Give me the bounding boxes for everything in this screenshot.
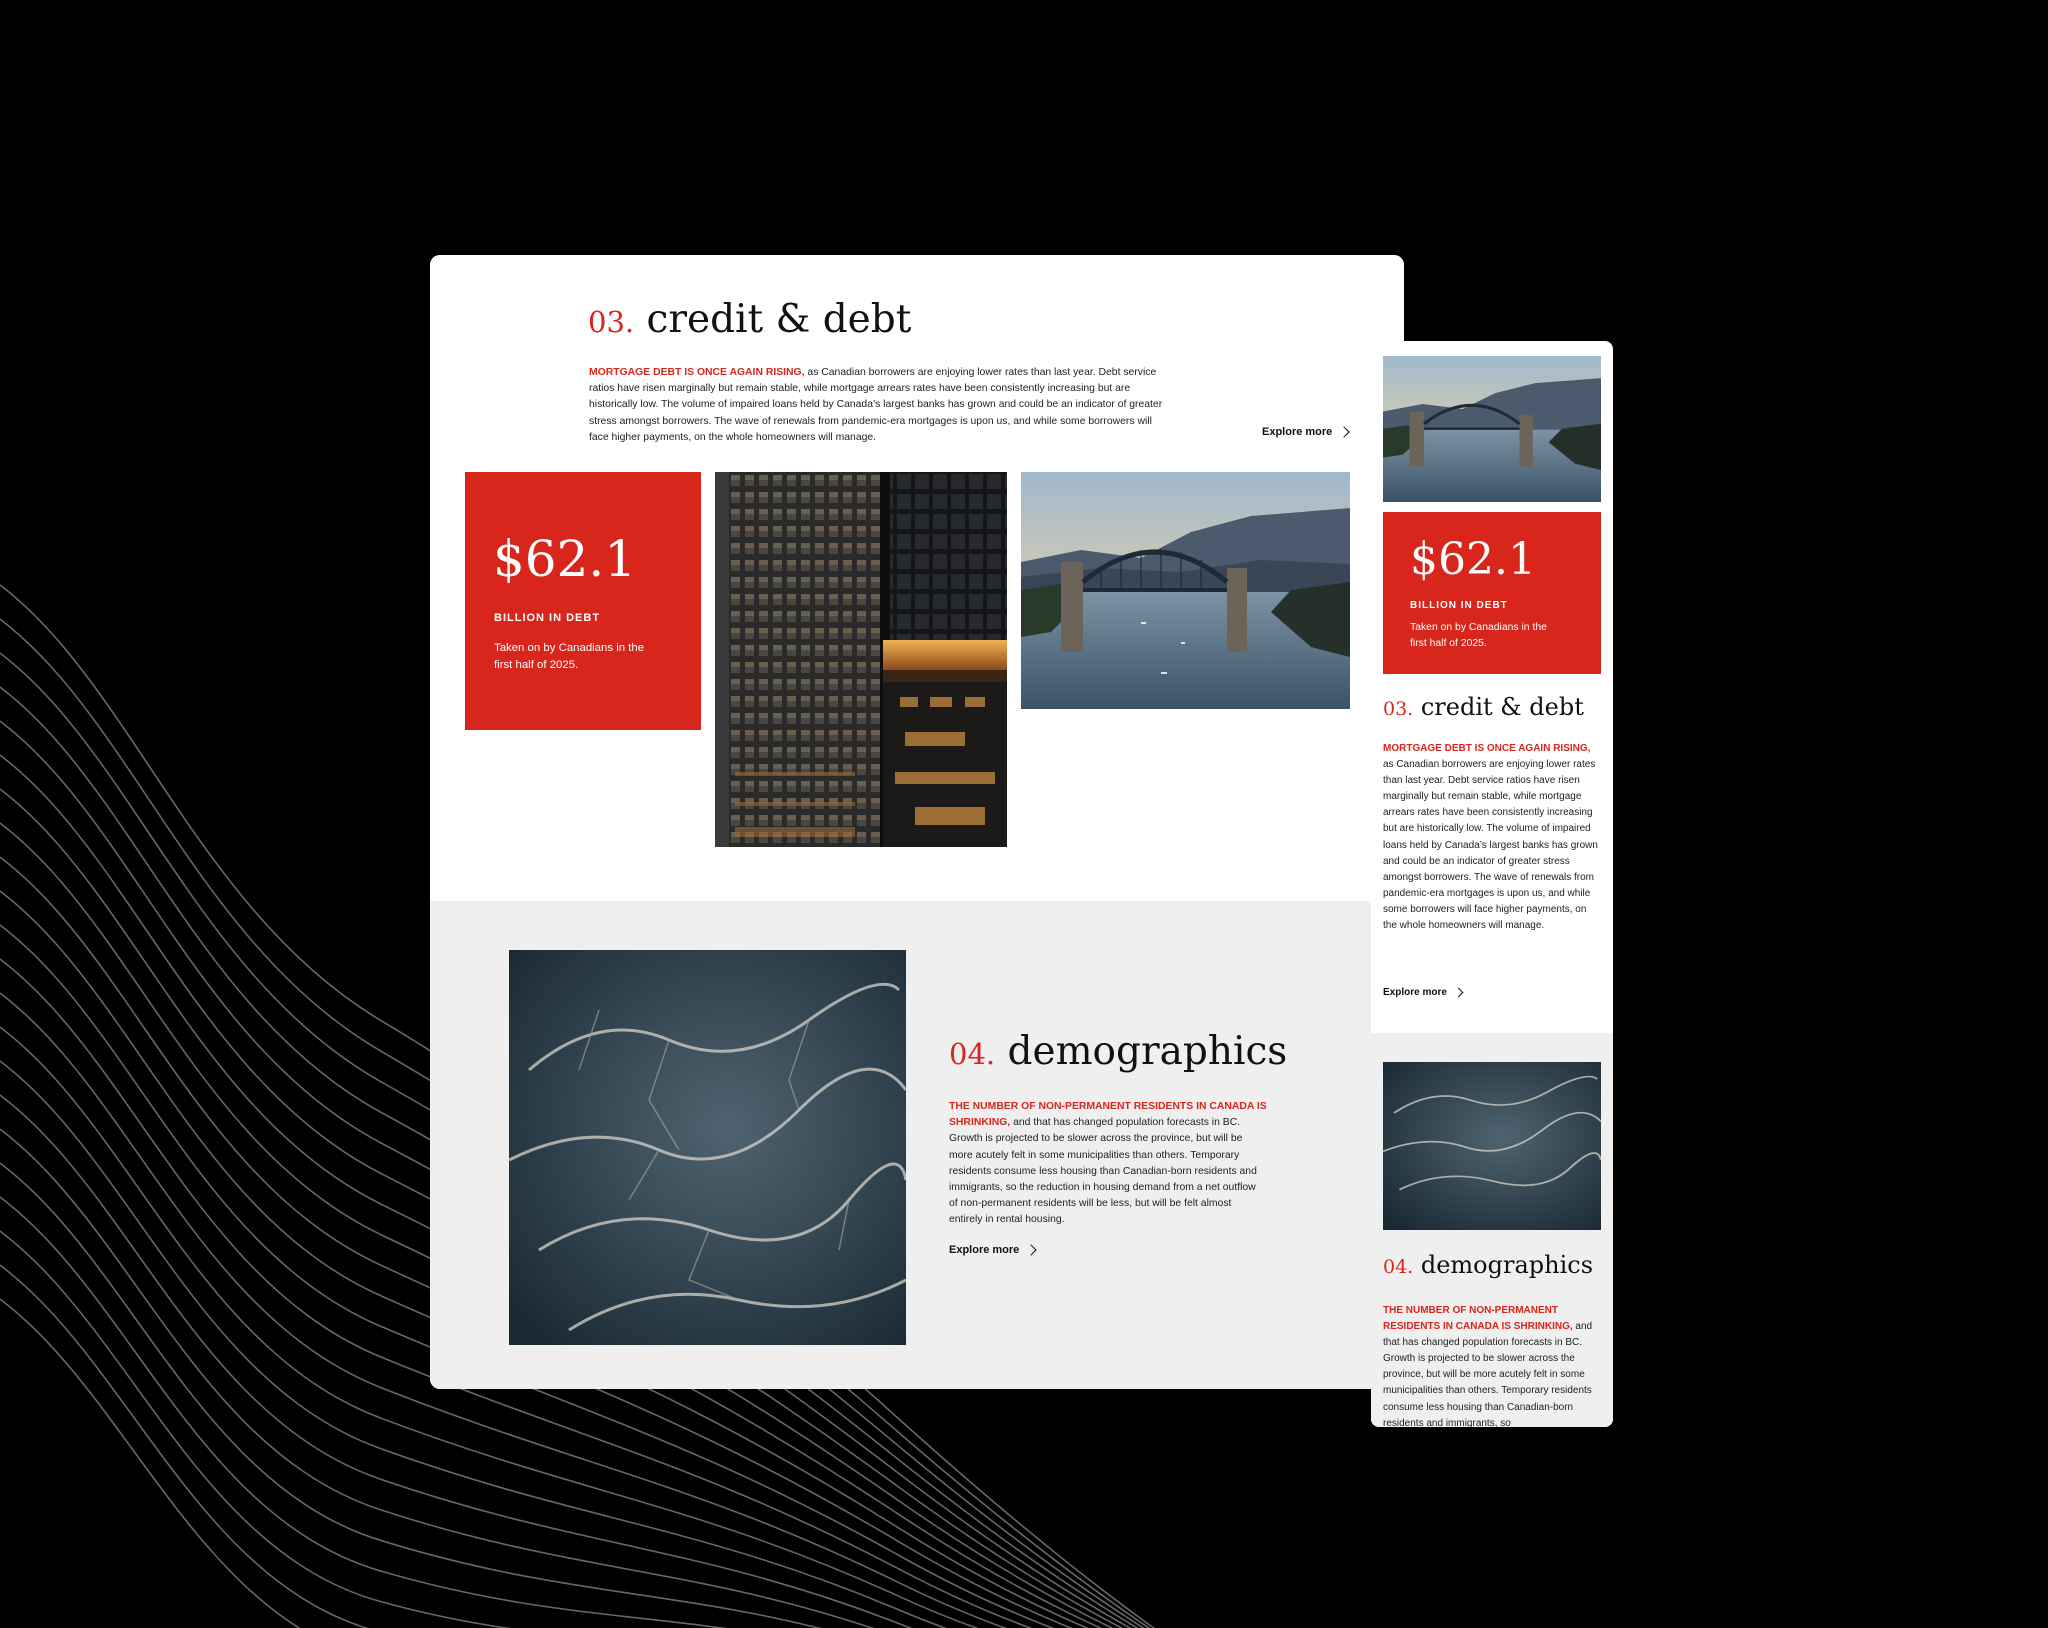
bridge-photo xyxy=(1021,472,1350,709)
credit-explore-more-link[interactable] xyxy=(1383,987,1462,998)
desktop-preview-card xyxy=(430,255,1404,1389)
demographics-lead: THE NUMBER OF NON-PERMANENT RESIDENTS IN CANADA IS SHRINKING, xyxy=(949,1101,1267,1129)
credit-body-text xyxy=(589,365,1169,446)
section-title: credit & debt xyxy=(1420,693,1584,721)
section-title: demographics xyxy=(1420,1251,1594,1279)
demographics-body-text xyxy=(1383,1303,1603,1427)
demographics-paragraph: and that has changed population forecasts in BC. Growth is projected to be slower across the province, but will be more acutely felt in some municipalities than others. Temporary residents consume less housing than Canadian-born residents and immigrants, so xyxy=(1383,1321,1593,1427)
credit-explore-more-link[interactable] xyxy=(1262,426,1348,438)
credit-body-text xyxy=(1383,741,1603,934)
explore-more-label: Explore more xyxy=(949,1244,1020,1256)
stat-card xyxy=(465,472,701,730)
explore-more-label: Explore more xyxy=(1383,987,1447,998)
demographics-heading xyxy=(1383,1251,1593,1279)
stat-value: $62.1 xyxy=(1410,534,1536,585)
credit-paragraph: as Canadian borrowers are enjoying lower rates than last year. Debt service ratios have risen marginally but remain stable, while mortgage arrears rates have been consistently increasing but are historically low. The volume of impaired loans held by Canada’s largest banks has grown and could be an indicator of greater stress amongst borrowers. The wave of renewals from pandemic-era mortgages is upon us, and while some borrowers will face higher payments, on the whole homeowners will manage. xyxy=(589,367,1163,443)
chevron-right-icon xyxy=(1453,988,1463,998)
stat-card xyxy=(1383,512,1601,674)
credit-lead: MORTGAGE DEBT IS ONCE AGAIN RISING, xyxy=(1383,743,1591,754)
demographics-heading xyxy=(949,1029,1287,1074)
stat-description: Taken on by Canadians in the first half of 2025. xyxy=(494,642,645,672)
credit-paragraph: as Canadian borrowers are enjoying lower rates than last year. Debt service ratios have risen marginally but remain stable, while mortgage arrears rates have been consistently increasing but are historically low. The volume of impaired loans held by Canada’s largest banks has grown and could be an indicator of greater stress amongst borrowers. The wave of renewals from pandemic-era mortgages is upon us, and while some borrowers will face higher payments, on the whole homeowners will manage. xyxy=(1383,759,1598,932)
chevron-right-icon xyxy=(1339,426,1350,437)
mountain-aerial-photo xyxy=(509,950,906,1345)
credit-heading xyxy=(1383,693,1584,721)
mobile-preview-card xyxy=(1371,341,1613,1427)
bridge-photo xyxy=(1383,356,1601,502)
demographics-explore-more-link[interactable] xyxy=(949,1244,1035,1256)
demographics-section xyxy=(430,901,1404,1389)
credit-debt-section xyxy=(430,255,1404,901)
credit-lead: MORTGAGE DEBT IS ONCE AGAIN RISING, xyxy=(589,367,805,378)
stat-description: Taken on by Canadians in the first half of 2025. xyxy=(1410,622,1547,649)
section-number: 03. xyxy=(1383,698,1414,720)
explore-more-label: Explore more xyxy=(1262,426,1333,438)
demographics-lead: THE NUMBER OF NON-PERMANENT RESIDENTS IN CANADA IS SHRINKING, xyxy=(1383,1305,1573,1333)
credit-heading xyxy=(588,297,911,342)
section-title: credit & debt xyxy=(646,297,912,342)
demographics-body-text xyxy=(949,1099,1267,1229)
section-title: demographics xyxy=(1007,1029,1288,1074)
building-photo xyxy=(715,472,1007,847)
section-number: 03. xyxy=(588,305,635,339)
mountain-aerial-photo xyxy=(1383,1062,1601,1230)
stat-label: BILLION IN DEBT xyxy=(1410,600,1508,611)
section-number: 04. xyxy=(949,1037,996,1071)
chevron-right-icon xyxy=(1026,1244,1037,1255)
section-number: 04. xyxy=(1383,1256,1414,1278)
stat-value: $62.1 xyxy=(493,530,637,588)
demographics-section xyxy=(1371,1033,1613,1427)
demographics-paragraph: and that has changed population forecasts in BC. Growth is projected to be slower across the province, but will be more acutely felt in some municipalities than others. Temporary residents consume less housing than Canadian-born residents and immigrants, so the reduction in housing demand from a net outflow of non-permanent residents will be less, but will be felt almost entirely in rental housing. xyxy=(949,1117,1257,1226)
stat-label: BILLION IN DEBT xyxy=(494,612,601,624)
